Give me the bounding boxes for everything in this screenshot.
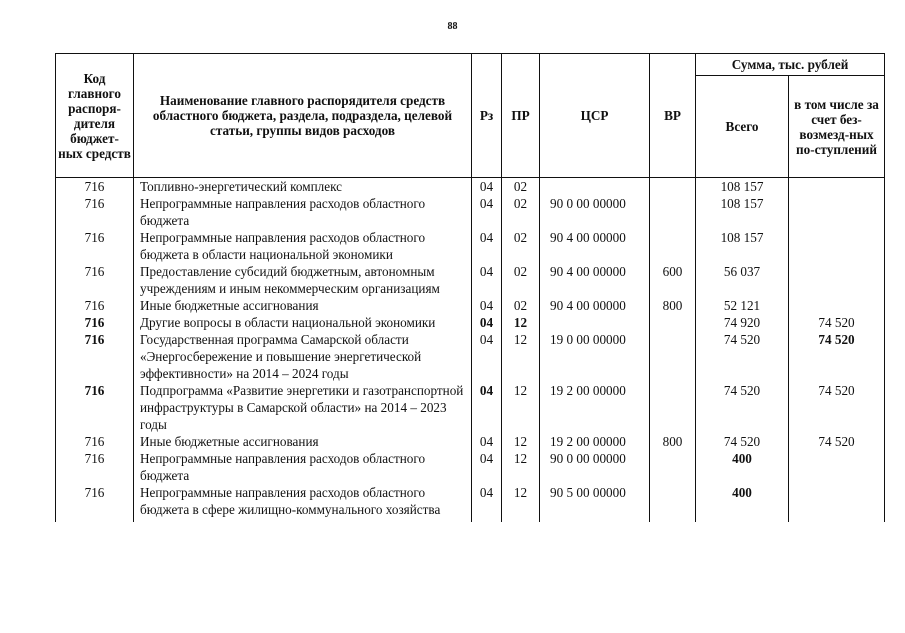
code-cell: 716 (56, 263, 134, 297)
name-cell: Подпрограмма «Развитие энергетики и газотранспортной инфраструктуры в Самарской области» на 2014 – 2023 годы (134, 382, 472, 433)
total-cell: 108 157 (696, 178, 789, 196)
rz-cell: 04 (472, 314, 502, 331)
code-cell: 716 (56, 297, 134, 314)
name-cell: Топливно-энергетический комплекс (134, 178, 472, 196)
total-cell: 74 520 (696, 331, 789, 382)
table-row (56, 331, 885, 382)
header-code: Код главного распоря-дителя бюджет-ных средств (56, 54, 134, 178)
code-cell: 716 (56, 484, 134, 522)
name-cell: Непрограммные направления расходов областного бюджета (134, 450, 472, 484)
code-cell: 716 (56, 229, 134, 263)
free-cell (789, 178, 885, 196)
csr-cell (540, 314, 650, 331)
name-cell: Непрограммные направления расходов областного бюджета (134, 195, 472, 229)
name-cell: Предоставление субсидий бюджетным, автономным учреждениям и иным некоммерческим организациям (134, 263, 472, 297)
header-sum: Сумма, тыс. рублей (696, 54, 885, 76)
csr-cell: 90 4 00 00000 (540, 297, 650, 314)
header-pr: ПР (502, 54, 540, 178)
vr-cell (650, 331, 696, 382)
free-cell: 74 520 (789, 314, 885, 331)
name-cell: Иные бюджетные ассигнования (134, 297, 472, 314)
header-vr: ВР (650, 54, 696, 178)
csr-cell: 90 0 00 00000 (540, 195, 650, 229)
table-row (56, 433, 885, 450)
vr-cell: 800 (650, 297, 696, 314)
pr-cell: 12 (502, 314, 540, 331)
vr-cell (650, 450, 696, 484)
csr-cell: 90 4 00 00000 (540, 263, 650, 297)
vr-cell: 800 (650, 433, 696, 450)
rz-cell: 04 (472, 450, 502, 484)
csr-cell: 19 0 00 00000 (540, 331, 650, 382)
pr-cell: 02 (502, 195, 540, 229)
code-cell: 716 (56, 178, 134, 196)
rz-cell: 04 (472, 484, 502, 522)
csr-cell: 90 5 00 00000 (540, 484, 650, 522)
rz-cell: 04 (472, 195, 502, 229)
total-cell: 400 (696, 450, 789, 484)
vr-cell (650, 382, 696, 433)
name-cell: Иные бюджетные ассигнования (134, 433, 472, 450)
header-total: Всего (696, 76, 789, 178)
pr-cell: 02 (502, 297, 540, 314)
rz-cell: 04 (472, 382, 502, 433)
rz-cell: 04 (472, 331, 502, 382)
total-cell: 74 520 (696, 433, 789, 450)
total-cell: 74 920 (696, 314, 789, 331)
total-cell: 52 121 (696, 297, 789, 314)
budget-table (55, 53, 885, 522)
free-cell: 74 520 (789, 331, 885, 382)
table-row (56, 314, 885, 331)
free-cell (789, 484, 885, 522)
code-cell: 716 (56, 382, 134, 433)
total-cell: 400 (696, 484, 789, 522)
pr-cell: 12 (502, 331, 540, 382)
rz-cell: 04 (472, 297, 502, 314)
table-row (56, 195, 885, 229)
table-row (56, 297, 885, 314)
table-row (56, 382, 885, 433)
pr-cell: 02 (502, 178, 540, 196)
total-cell: 108 157 (696, 195, 789, 229)
csr-cell: 19 2 00 00000 (540, 433, 650, 450)
csr-cell: 90 4 00 00000 (540, 229, 650, 263)
code-cell: 716 (56, 331, 134, 382)
total-cell: 74 520 (696, 382, 789, 433)
code-cell: 716 (56, 433, 134, 450)
table-row (56, 229, 885, 263)
name-cell: Другие вопросы в области национальной экономики (134, 314, 472, 331)
rz-cell: 04 (472, 433, 502, 450)
table-row (56, 263, 885, 297)
free-cell (789, 195, 885, 229)
header-rz: Рз (472, 54, 502, 178)
pr-cell: 12 (502, 450, 540, 484)
pr-cell: 02 (502, 263, 540, 297)
free-cell (789, 297, 885, 314)
pr-cell: 12 (502, 484, 540, 522)
table-row (56, 450, 885, 484)
free-cell: 74 520 (789, 433, 885, 450)
code-cell: 716 (56, 314, 134, 331)
rz-cell: 04 (472, 263, 502, 297)
vr-cell (650, 178, 696, 196)
free-cell: 74 520 (789, 382, 885, 433)
code-cell: 716 (56, 195, 134, 229)
name-cell: Непрограммные направления расходов областного бюджета в сфере жилищно-коммунального хозяйства (134, 484, 472, 522)
vr-cell (650, 484, 696, 522)
page-number: 88 (447, 21, 458, 32)
pr-cell: 12 (502, 433, 540, 450)
csr-cell: 90 0 00 00000 (540, 450, 650, 484)
vr-cell (650, 314, 696, 331)
header-free: в том числе за счет без-возмезд-ных по-ступлений (789, 76, 885, 178)
vr-cell (650, 229, 696, 263)
table-row (56, 484, 885, 522)
csr-cell (540, 178, 650, 196)
table-row (56, 178, 885, 196)
csr-cell: 19 2 00 00000 (540, 382, 650, 433)
rz-cell: 04 (472, 229, 502, 263)
pr-cell: 12 (502, 382, 540, 433)
pr-cell: 02 (502, 229, 540, 263)
vr-cell (650, 195, 696, 229)
header-name: Наименование главного распорядителя средств областного бюджета, раздела, подраздела, целевой статьи, группы видов расходов (134, 54, 472, 178)
free-cell (789, 263, 885, 297)
code-cell: 716 (56, 450, 134, 484)
total-cell: 56 037 (696, 263, 789, 297)
rz-cell: 04 (472, 178, 502, 196)
vr-cell: 600 (650, 263, 696, 297)
free-cell (789, 229, 885, 263)
total-cell: 108 157 (696, 229, 789, 263)
name-cell: Государственная программа Самарской области «Энергосбережение и повышение энергетической эффективности» на 2014 – 2024 годы (134, 331, 472, 382)
header-csr: ЦСР (540, 54, 650, 178)
name-cell: Непрограммные направления расходов областного бюджета в области национальной экономики (134, 229, 472, 263)
free-cell (789, 450, 885, 484)
